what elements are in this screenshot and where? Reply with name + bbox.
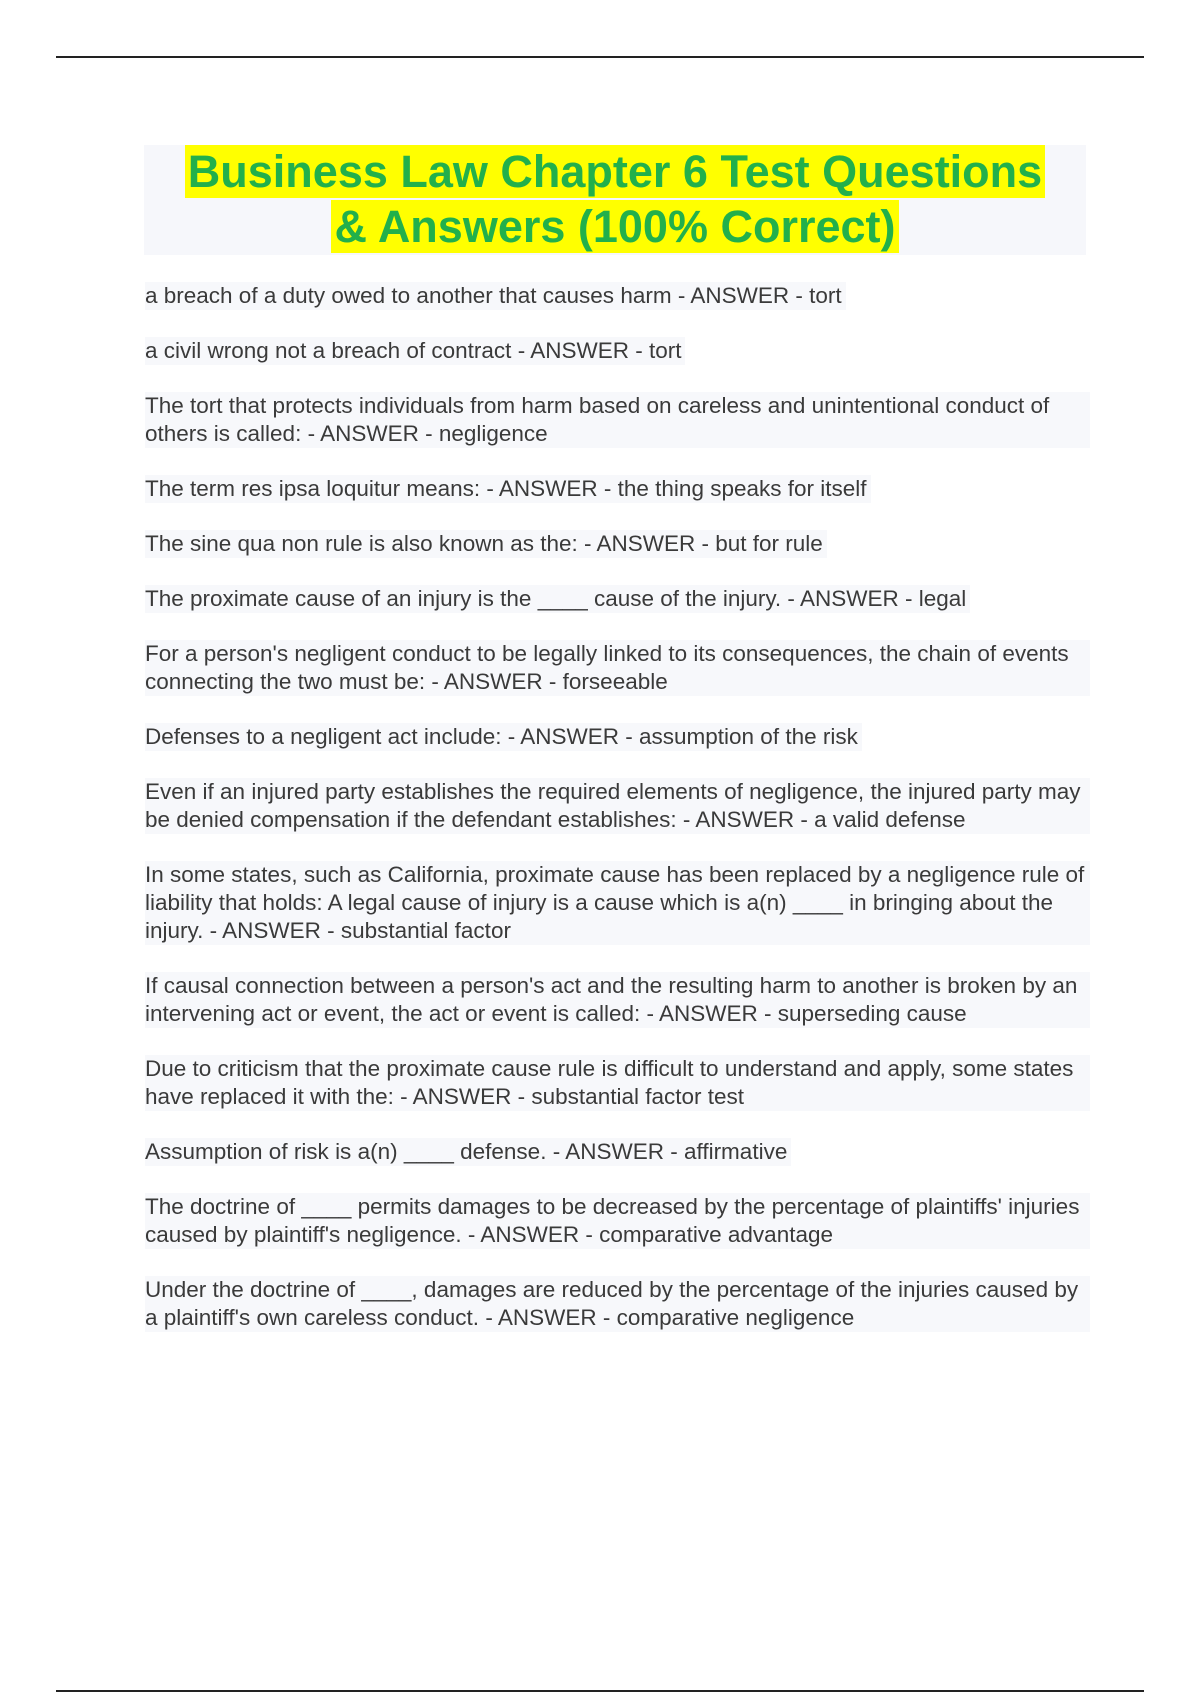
qa-item-11: If causal connection between a person's act and the resulting harm to another is broken by an intervening act or event, the act or event is called: - ANSWER - superseding cause	[145, 972, 1090, 1028]
qa-item-12: Due to criticism that the proximate cause rule is difficult to understand and apply, some states have replaced it with the: - ANSWER - substantial factor test	[145, 1055, 1090, 1111]
qa-item-3: The tort that protects individuals from harm based on careless and unintentional conduct of others is called: - ANSWER - negligence	[145, 392, 1090, 448]
qa-item-8: Defenses to a negligent act include: - ANSWER - assumption of the risk	[145, 723, 862, 751]
qa-item-10: In some states, such as California, proximate cause has been replaced by a negligence rule of liability that holds: A legal cause of injury is a cause which is a(n) ____ in bringing about the injury. - ANSWER - substantial factor	[145, 861, 1090, 945]
title-block	[144, 145, 1086, 255]
document-title-line-1: Business Law Chapter 6 Test Questions	[185, 145, 1045, 198]
qa-item-13: Assumption of risk is a(n) ____ defense. - ANSWER - affirmative	[145, 1138, 791, 1166]
qa-item-2: a civil wrong not a breach of contract - ANSWER - tort	[145, 337, 685, 365]
qa-item-7: For a person's negligent conduct to be legally linked to its consequences, the chain of events connecting the two must be: - ANSWER - forseeable	[145, 640, 1090, 696]
qa-item-4: The term res ipsa loquitur means: - ANSWER - the thing speaks for itself	[145, 475, 871, 503]
bottom-rule	[56, 1690, 1144, 1692]
qa-item-14: The doctrine of ____ permits damages to be decreased by the percentage of plaintiffs' injuries caused by plaintiff's negligence. - ANSWER - comparative advantage	[145, 1193, 1090, 1249]
top-rule	[56, 56, 1144, 58]
qa-item-9: Even if an injured party establishes the required elements of negligence, the injured party may be denied compensation if the defendant establishes: - ANSWER - a valid defense	[145, 778, 1090, 834]
qa-item-1: a breach of a duty owed to another that causes harm - ANSWER - tort	[145, 282, 846, 310]
qa-item-6: The proximate cause of an injury is the ____ cause of the injury. - ANSWER - legal	[145, 585, 970, 613]
qa-list	[145, 282, 1090, 1359]
qa-item-15: Under the doctrine of ____, damages are reduced by the percentage of the injuries caused by a plaintiff's own careless conduct. - ANSWER - comparative negligence	[145, 1276, 1090, 1332]
document-title-line-2: & Answers (100% Correct)	[331, 200, 898, 253]
qa-item-5: The sine qua non rule is also known as the: - ANSWER - but for rule	[145, 530, 827, 558]
